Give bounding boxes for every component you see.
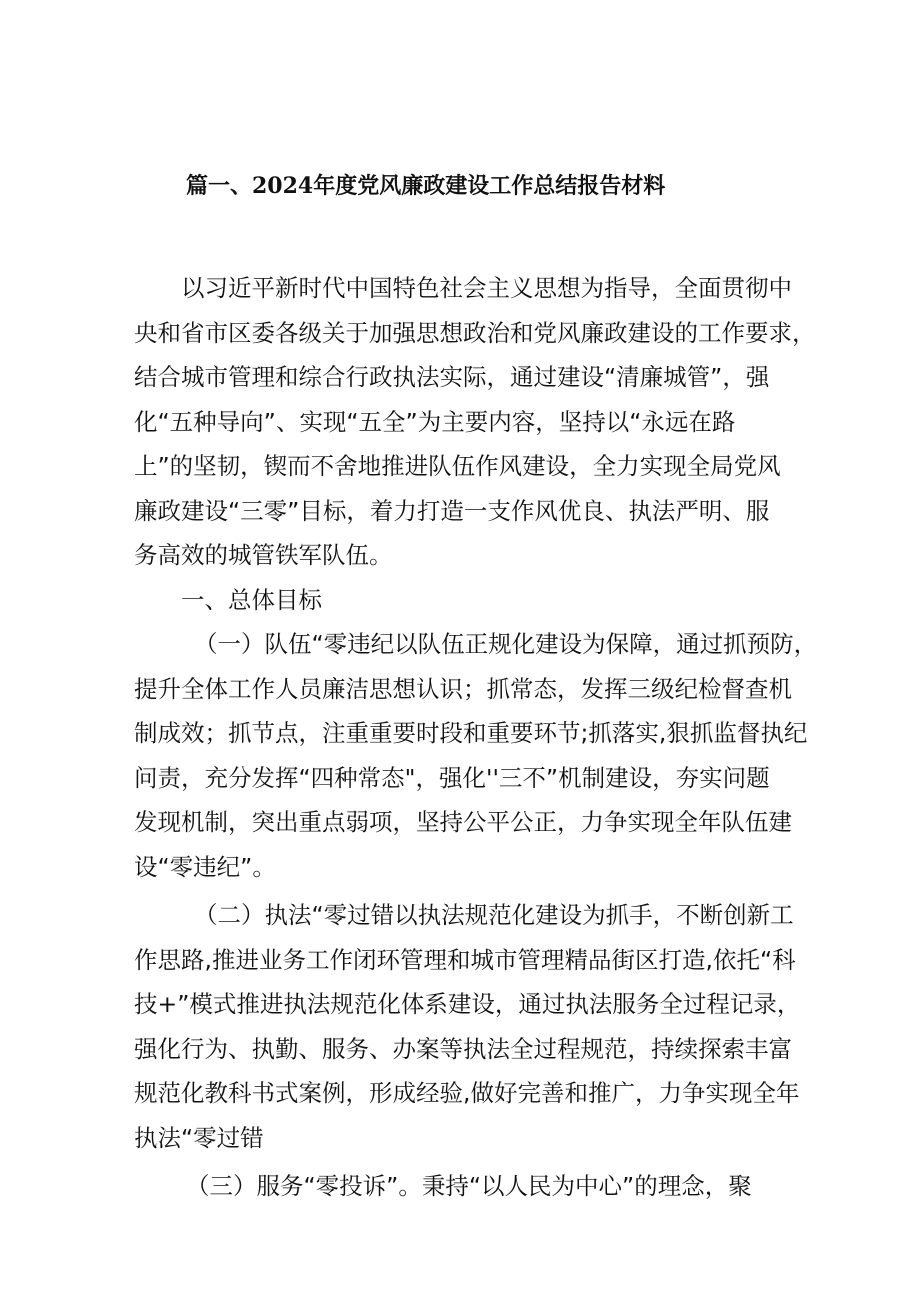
paragraph-line: 执法“零过错 bbox=[134, 1123, 264, 1152]
item-paragraph-3 bbox=[134, 1164, 814, 1209]
paragraph-line: 作思路,推进业务工作闭环管理和城市管理精品街区打造,依托“科 bbox=[134, 945, 796, 974]
paragraph-line: 以习近平新时代中国特色社会主义思想为指导，全面贯彻中 bbox=[181, 274, 792, 302]
item-paragraph-1 bbox=[134, 622, 818, 889]
paragraph-line: 上”的坚韧，锲而不舍地推进队伍作风建设，全力实现全局党风 bbox=[134, 452, 781, 480]
paragraph-line: 发现机制，突出重点弱项，坚持公平公正，力争实现全年队伍建 bbox=[134, 808, 792, 836]
paragraph-line: 问责，充分发挥“四种常态"，强化''三不”机制建设，夯实问题 bbox=[134, 763, 770, 792]
paragraph-line: 提升全体工作人员廉洁思想认识；抓常态，发挥三级纪检督查机 bbox=[134, 674, 792, 703]
paragraph-line: （一）队伍“零违纪以队伍正规化建设为保障，通过抓预防， bbox=[194, 630, 818, 658]
document-body bbox=[134, 266, 818, 1209]
paragraph-line: 技+”模式推进执法规范化体系建设，通过执法服务全过程记录， bbox=[134, 990, 801, 1018]
document-title: 篇一、2024年度党风廉政建设工作总结报告材料 bbox=[186, 173, 666, 199]
paragraph-line: 设“零违纪”。 bbox=[134, 852, 276, 881]
paragraph-line: 强化行为、执勤、服务、办案等执法全过程规范，持续探索丰富 bbox=[134, 1034, 792, 1063]
paragraph-line: 央和省市区委各级关于加强思想政治和党风廉政建设的工作要求， bbox=[134, 318, 816, 347]
paragraph-line: 规范化教科书式案例，形成经验,做好完善和推广，力争实现全年 bbox=[134, 1079, 800, 1107]
section-heading: 一、总体目标 bbox=[181, 585, 322, 614]
paragraph-line: 化“五种导向”、实现“五全”为主要内容，坚持以“永远在路 bbox=[134, 407, 736, 436]
item-paragraph-2 bbox=[134, 893, 814, 1160]
paragraph-line: （三）服务“零投诉”。秉持“以人民为中心”的理念，聚 bbox=[186, 1172, 752, 1200]
intro-paragraph bbox=[134, 266, 814, 578]
paragraph-line: （二）执法“零过错以执法规范化建设为抓手，不断创新工 bbox=[194, 901, 794, 929]
paragraph-line: 制成效；抓节点，注重重要时段和重要环节;抓落实,狠抓监督执纪 bbox=[134, 719, 808, 747]
paragraph-line: 廉政建设“三零”目标，着力打造一支作风优良、执法严明、服 bbox=[134, 496, 770, 525]
paragraph-line: 结合城市管理和综合行政执法实际，通过建设“清廉城管”，强 bbox=[134, 363, 770, 391]
paragraph-line: 务高效的城管铁军队伍。 bbox=[134, 541, 393, 569]
